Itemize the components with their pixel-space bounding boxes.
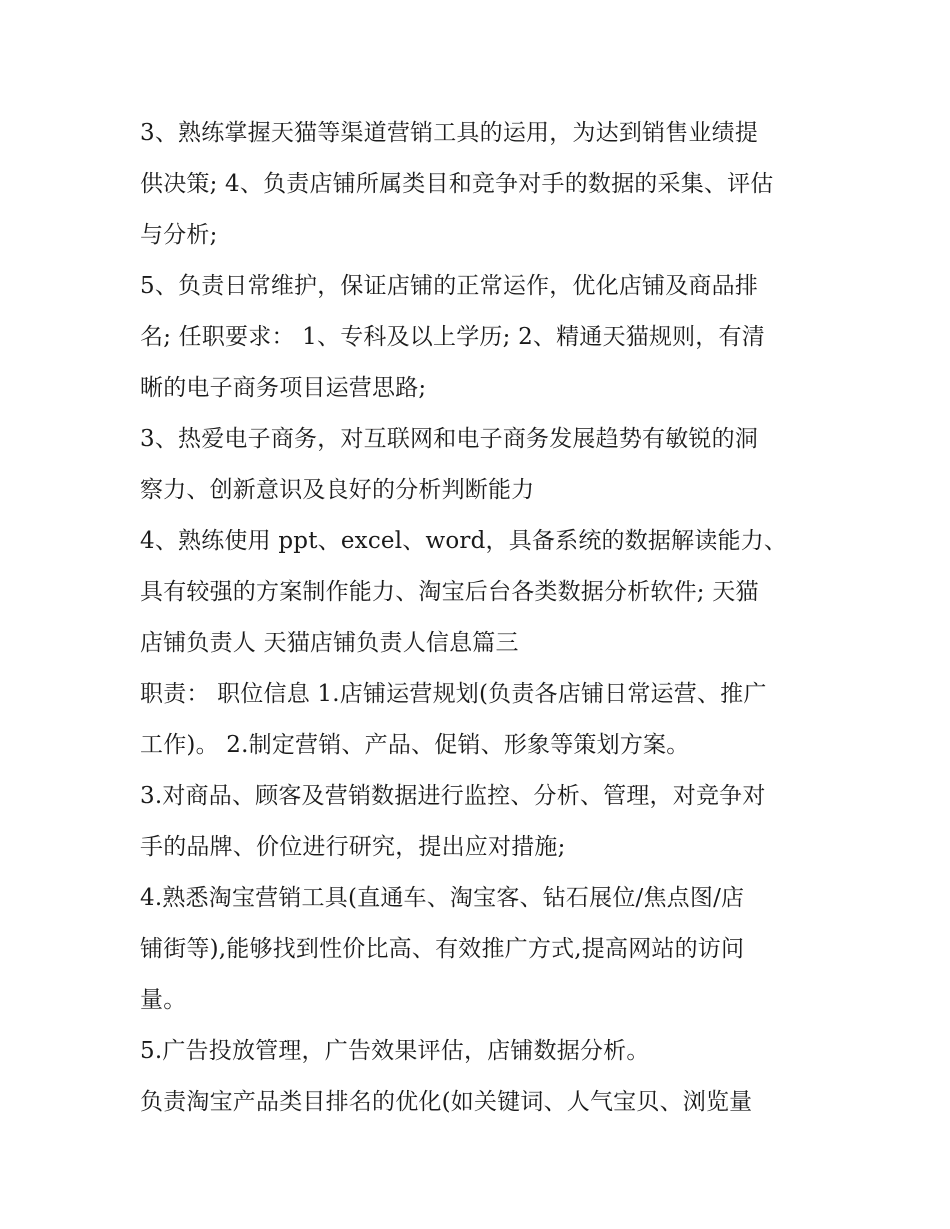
text-line: 负责淘宝产品类目排名的优化(如关键词、人气宝贝、浏览量	[140, 1089, 753, 1115]
document-body	[140, 108, 820, 1128]
text-line: 具有较强的方案制作能力、淘宝后台各类数据分析软件; 天猫	[140, 579, 759, 605]
text-line: 铺街等),能够找到性价比高、有效推广方式,提高网站的访问	[140, 936, 745, 962]
text-line: 职责： 职位信息 1.店铺运营规划(负责各店铺日常运营、推广	[140, 681, 767, 707]
text-line: 5、负责日常维护，保证店铺的正常运作，优化店铺及商品排	[140, 273, 759, 299]
text-line: 3、热爱电子商务，对互联网和电子商务发展趋势有敏锐的洞	[140, 426, 759, 452]
text-line: 3、熟练掌握天猫等渠道营销工具的运用，为达到销售业绩提	[140, 120, 759, 146]
text-line: 4.熟悉淘宝营销工具(直通车、淘宝客、钻石展位/焦点图/店	[140, 885, 745, 911]
text-line: 察力、创新意识及良好的分析判断能力	[140, 477, 535, 503]
text-line: 3.对商品、顾客及营销数据进行监控、分析、管理，对竞争对	[140, 783, 766, 809]
text-line: 名; 任职要求： 1、专科及以上学历; 2、精通天猫规则，有清	[140, 324, 765, 350]
text-line: 晰的电子商务项目运营思路;	[140, 375, 427, 401]
text-line: 量。	[140, 987, 187, 1013]
text-line: 手的品牌、价位进行研究，提出应对措施;	[140, 834, 566, 860]
text-line: 5.广告投放管理，广告效果评估，店铺数据分析。	[140, 1038, 650, 1064]
text-line: 工作)。 2.制定营销、产品、促销、形象等策划方案。	[140, 732, 690, 758]
text-line: 与分析;	[140, 222, 218, 248]
text-line: 店铺负责人 天猫店铺负责人信息篇三	[140, 630, 519, 656]
text-line: 供决策; 4、负责店铺所属类目和竞争对手的数据的采集、评估	[140, 171, 774, 197]
text-line: 4、熟练使用 ppt、excel、word，具备系统的数据解读能力、	[140, 528, 788, 554]
